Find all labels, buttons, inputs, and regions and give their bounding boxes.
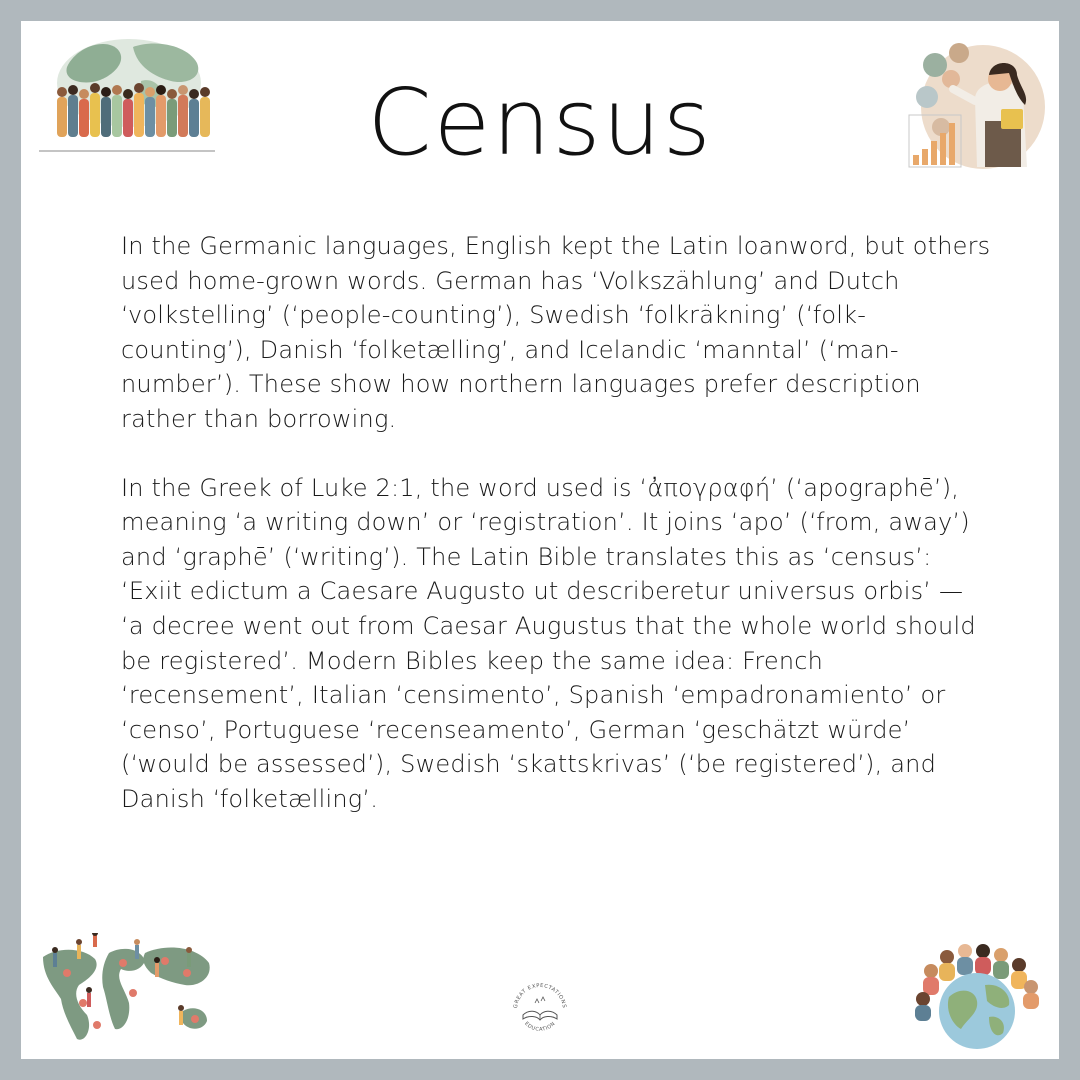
paragraph-germanic: In the Germanic languages, English kept the Latin loanword, but others used home-grown words. German has ‘Volkszählung’ and Dutch ‘volkstelling’ (‘people-counting’), Swedish ‘folkräkning’ (‘folk-counting’), Danish ‘folketælling’, and Icelandic ‘manntal’ (‘man-number’). These show how northern languages prefer description rather than borrowing. — [121, 232, 991, 433]
body-text — [121, 229, 991, 851]
svg-text:GREAT EXPECTATIONS — [513, 983, 567, 1009]
svg-text:EDUCATION — [523, 1021, 557, 1033]
logo-top-text: GREAT EXPECTATIONS — [512, 982, 567, 1009]
globe-people-illustration — [911, 941, 1043, 1051]
logo-bottom-text: EDUCATION — [523, 1020, 557, 1033]
paragraph-greek: In the Greek of Luke 2:1, the word used is ‘ἀπογραφή’ (‘apographē’), meaning ‘a writing down’ or ‘registration’. It joins ‘apo’ (‘from, away’) and ‘graphē’ (‘writing’). The Latin Bible translates this as ‘census’: ‘Exiit edictum a Caesare Augusto ut describeretur universus orbis’ — ‘a decree went out from Caesar Augustus that the whole world should be registered’. Modern Bibles keep the same idea: French ‘recensement’, Italian ‘censimento’, Spanish ‘empadronamiento’ or ‘censo’, Portuguese ‘recenseamento’, German ‘geschätzt würde’ (‘would be assessed’), Swedish ‘skattskrivas’ (‘be registered’), and Danish ‘folketælling’. — [121, 473, 976, 813]
book-logo-icon — [507, 977, 573, 1043]
world-map-people-illustration — [37, 933, 217, 1049]
page-title: Census — [367, 69, 713, 176]
card — [21, 21, 1059, 1059]
